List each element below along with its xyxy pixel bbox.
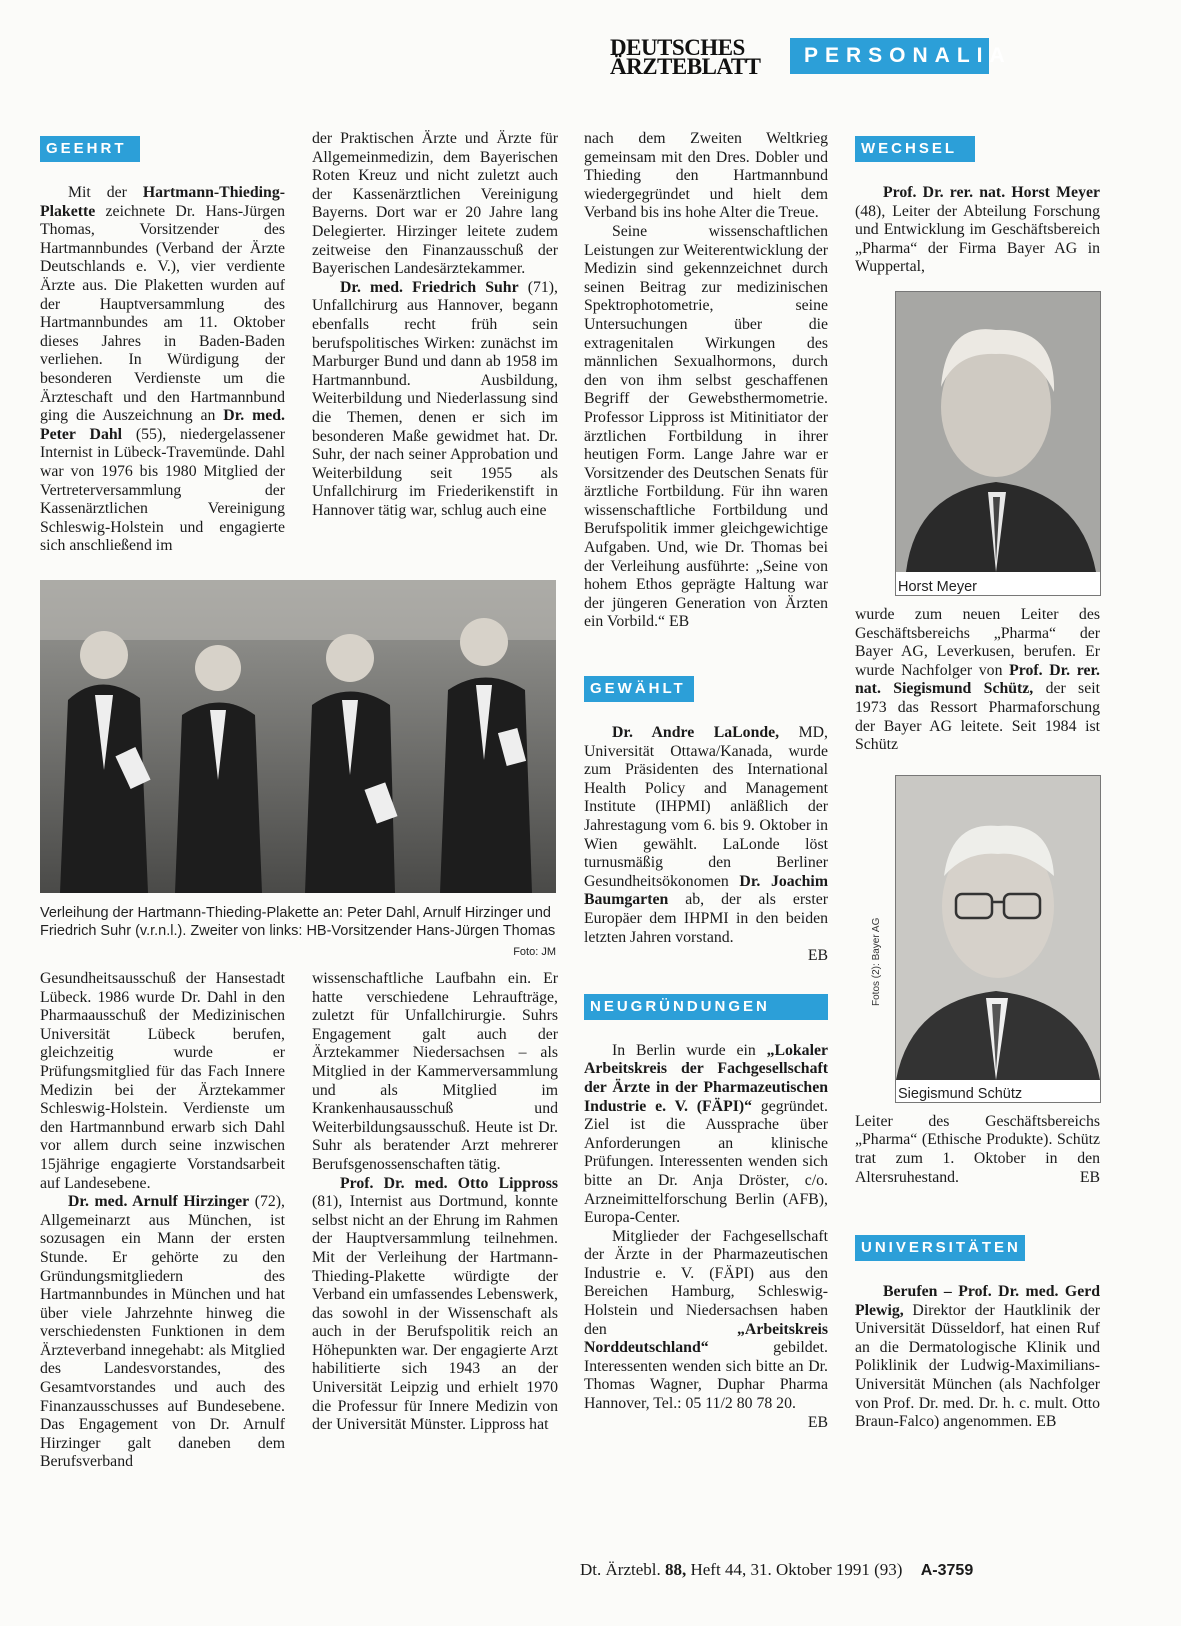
signature: EB [807, 1413, 828, 1431]
article-paragraph: wurde zum neuen Leiter des Geschäftsbereichs „Pharma“ der Bayer AG, Leverkusen, berufen. Er wurde Nachfolger von Prof. Dr. rer. nat. Siegismund Schütz, der seit 1973 das Ressort Pharmaforschung der Bayer AG leitete. Seit 1984 ist Schütz [855, 605, 1100, 754]
page-footer: Dt. Ärztebl. 88, Heft 44, 31. Oktober 1991 (93) A-3759 [580, 1560, 974, 1579]
heading-gewaehlt: GEWÄHLT [584, 676, 694, 702]
heading-universitaeten: UNIVERSITÄTEN [855, 1235, 1025, 1261]
heading-neugruendungen: NEUGRÜNDUNGEN [584, 994, 828, 1020]
masthead [610, 35, 1130, 80]
article-paragraph: Leiter des Geschäftsbereichs „Pharma“ (Ethische Produkte). Schütz trat zum 1. Oktober in den Altersruhestand. EB [855, 1112, 1100, 1186]
article-paragraph: wissenschaftliche Laufbahn ein. Er hatte verschiedene Lehraufträge, zuletzt für Unfallchirurgie. Suhrs Engagement galt auch der Ärztekammer Niedersachsen – als Mitglied in der Kammerversammlung und als Mitglied im Krankenhausausschuß und Weiterbildungsausschuß. Heute ist Dr. Suhr als beratender Arzt mehrerer Berufsgenossenschaften tätig. [312, 970, 558, 1173]
article-paragraph: der Praktischen Ärzte und Ärzte für Allgemeinmedizin, dem Bayerischen Roten Kreuz und nicht zuletzt auch der Kassenärztlichen Vereinigung Bayerns. Dort war er 20 Jahre lang Delegierter. Hirzinger leitete zudem zeitweise den Finanzausschuß der Bayerischen Landesärztekammer. [312, 130, 558, 278]
article-paragraph: In Berlin wurde ein „Lokaler Arbeitskreis der Fachgesellschaft der Ärzte in der Pharmazeutischen Industrie e. V. (FÄPI)“ gegründet. Ziel ist die Aussprache über Anforderungen an klinische Prüfungen. Interessenten wenden sich bitte an Dr. Anja Dröster, c/o. Arzneimittelforschung Berlin (AFB), Europa-Center. [584, 1041, 828, 1227]
column-3 [584, 130, 828, 1432]
article-paragraph: Berufen – Prof. Dr. med. Gerd Plewig, Direktor der Hautklinik der Universität Düsseldorf, hat einen Ruf an die Dermatologische Klinik und Poliklinik der Ludwig-Maximilians-Universität München (als Nachfolger von Prof. Dr. med. Dr. h. c. mult. Otto Braun-Falco) angenommen. EB [855, 1283, 1100, 1431]
article-paragraph: Gesundheitsausschuß der Hansestadt Lübeck. 1986 wurde Dr. Dahl in den Pharmaausschuß der Medizinischen Universität Lübeck berufen, gleichzeitig wurde er Prüfungsmitglied für das Fach Innere Medizin bei der Ärztekammer Schleswig-Holstein. Verdienste um den Hartmannbund erwarb sich Dahl vor allem durch seine inzwischen 15jährige engagierte Vorstandsarbeit auf Landesebene. [40, 970, 285, 1192]
photo-credit: Foto: JM [513, 946, 556, 958]
heading-geehrt: GEEHRT [40, 136, 140, 162]
award-photo [40, 580, 556, 893]
column-1-bottom [40, 970, 285, 1472]
article-paragraph: Dr. med. Arnulf Hirzinger (72), Allgemeinarzt aus München, ist sozusagen ein Mann der ersten Stunde. Er gehörte zu den Gründungsmitgliedern des Hartmannbundes in München und hat über viele Jahrzehnte hinweg die verschiedensten Funktionen in dem Ärzteverband innegehabt: als Mitglied des Landesvorstandes, des Gesamtvorstandes und auch des Finanzausschusses auf Bundesebene. Das Engagement von Dr. Arnulf Hirzinger galt daneben dem Berufsverband [40, 1193, 286, 1471]
article-paragraph: Mit der Hartmann-Thieding-Plakette zeichnete Dr. Hans-Jürgen Thomas, Vorsitzender des Hartmannbundes (Verband der Ärzte Deutschlands e. V.), vier verdiente Ärzte aus. Die Plaketten wurden auf der Hauptversammlung des Hartmannbundes am 11. Oktober dieses Jahres in Baden-Baden verliehen. In Würdigung der besonderen Verdienste um die Ärzteschaft und den Hartmannbund ging die Auszeichnung an Dr. med. Peter Dahl (55), niedergelassener Internist in Lübeck-Travemünde. Dahl war von 1976 bis 1980 Mitglied der Vertreterversammlung der Kassenärztlichen Vereinigung Schleswig-Holstein und engagierte sich anschließend im [40, 184, 285, 555]
signature: EB [1036, 1413, 1057, 1431]
column-2-top [312, 130, 558, 520]
signature: EB [807, 947, 828, 965]
portrait-photo [896, 292, 1100, 572]
column-1-top [40, 136, 285, 556]
signature: EB [1079, 1168, 1100, 1186]
portrait-siegismund-schuetz [871, 775, 1101, 1103]
portrait-horst-meyer [895, 291, 1101, 596]
heading-wechsel: WECHSEL [855, 136, 975, 162]
journal-logo: DEUTSCHES ÄRZTEBLATT [610, 35, 761, 79]
article-paragraph: Prof. Dr. rer. nat. Horst Meyer (48), Leiter der Abteilung Forschung und Entwicklung im Geschäftsbereich „Pharma“ der Firma Bayer AG in Wuppertal, [855, 184, 1100, 276]
column-4 [855, 136, 1100, 1432]
award-photo-caption: Verleihung der Hartmann-Thieding-Plakette an: Peter Dahl, Arnulf Hirzinger und Friedrich Suhr (v.r.n.l.). Zweiter von links: HB-Vorsitzender Hans-Jürgen Thomas Foto: JM [40, 904, 556, 961]
article-paragraph: Dr. Andre LaLonde, MD, Universität Ottawa/Kanada, wurde zum Präsidenten des International Health Policy and Management Institute (IHPMI) anläßlich der Jahrestagung vom 6. bis 9. Oktober in Wien gewählt. LaLonde löst turnusmäßig den Berliner Gesundheitsökonomen Dr. Joachim Baumgarten ab, der als erster Europäer dem IHPMI in den beiden letzten Jahren vorstand. [584, 724, 829, 946]
photo-credit: Fotos (2): Bayer AG [871, 917, 882, 1006]
article-paragraph: Prof. Dr. med. Otto Lippross (81), Internist aus Dortmund, konnte selbst nicht an der Ehrung im Rahmen der Hauptversammlung teilnehmen. Mit der Verleihung der Hartmann-Thieding-Plakette würdigte der Verband ein umfassendes Lebenswerk, das sowohl in der Wissenschaft als auch in der Berufspolitik reich an Höhepunkten war. Der engagierte Arzt habilitierte sich 1943 an der Universität Leipzig und erhielt 1970 die Professur für Innere Medizin von der Universität Münster. Lippross hat [312, 1174, 558, 1434]
article-paragraph: Seine wissenschaftlichen Leistungen zur Weiterentwicklung der Medizin sind gekennzeichnet durch seinen Beitrag zur medizinischen Spektrophotometrie, seine Untersuchungen über die extragenitalen Wirkungen des männlichen Sexualhormons, durch den von ihm selbst geschaffenen Begriff der Gewebsthermometrie. Professor Lippross ist Mitinitiator der ärztlichen Fortbildung in ihrer heutigen Form. Lange Jahre war er Vorsitzender des Deutschen Senats für ärztliche Fortbildung. Für ihn waren wissenschaftliche Fortbildung und Berufspolitik immer gleichgewichtige Aufgaben. Und, wie Dr. Thomas bei der Verleihung ausführte: „Seine von hohem Ethos geprägte Haltung war der jüngeren Generation von Ärzten ein Vorbild.“ EB [584, 222, 828, 631]
page-number: A-3759 [920, 1562, 974, 1579]
portrait-photo [896, 776, 1100, 1080]
column-2-bottom [312, 970, 558, 1435]
article-paragraph: Mitglieder der Fachgesellschaft der Ärzte in der Pharmazeutischen Industrie e. V. (FÄPI) aus den Bereichen Hamburg, Schleswig-Holstein und Niedersachsen haben den „Arbeitskreis Norddeutschland“ gebildet. Interessenten wenden sich bitte an Dr. Thomas Wagner, Duphar Pharma Hannover, Tel.: 05 11/2 80 78 20. [584, 1227, 828, 1413]
portrait-caption: Horst Meyer [898, 578, 977, 595]
portrait-caption: Siegismund Schütz [898, 1086, 1023, 1103]
article-paragraph: nach dem Zweiten Weltkrieg gemeinsam mit den Dres. Dobler und Thieding den Hartmannbund wiedergegründet und hielt dem Verband bis ins hohe Alter die Treue. [584, 130, 828, 222]
article-paragraph: Dr. med. Friedrich Suhr (71), Unfallchirurg aus Hannover, begann ebenfalls recht früh sein berufspolitisches Wirken: zunächst im Marburger Bund und dann ab 1958 im Hartmannbund. Ausbildung, Weiterbildung und Niederlassung sind die Themen, denen er sich im besonderen Maße gewidmet hat. Dr. Suhr, der nach seiner Approbation und Weiterbildung seit 1955 als Unfallchirurg im Friederikenstift in Hannover tätig war, schlug auch eine [312, 278, 558, 519]
section-title: PERSONALIA [790, 38, 989, 74]
award-photo-image [40, 580, 556, 893]
